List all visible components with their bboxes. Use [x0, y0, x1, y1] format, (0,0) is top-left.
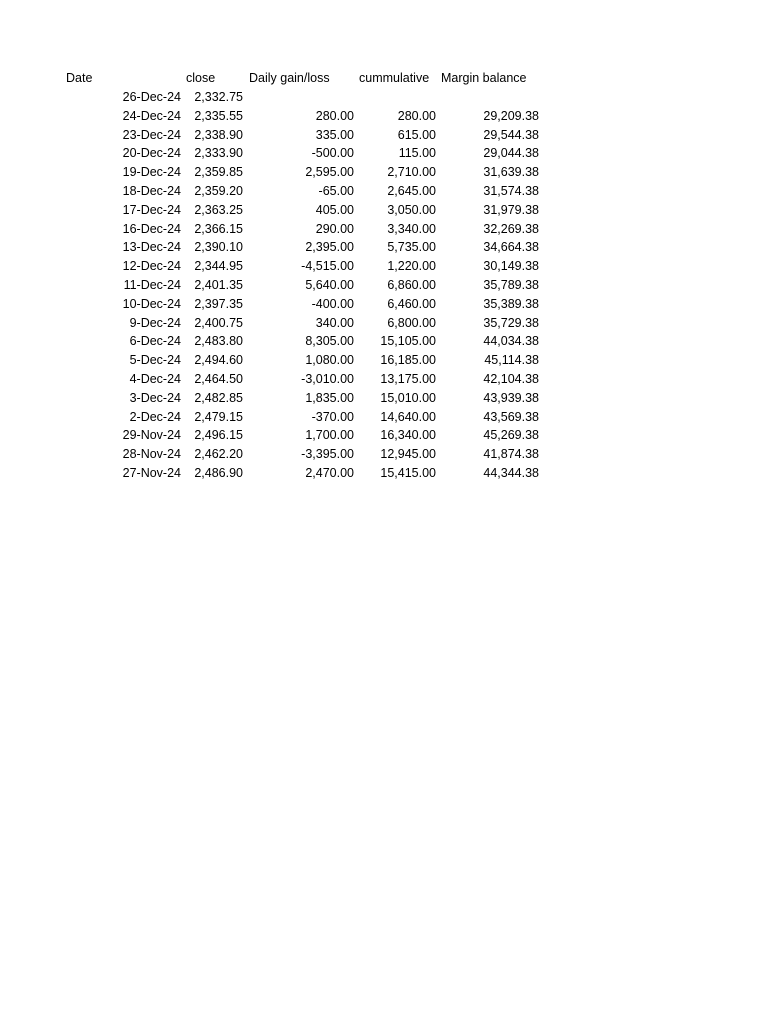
cell-margin-balance: 29,044.38	[483, 146, 539, 161]
cell-date: 6-Dec-24	[129, 334, 181, 349]
table-row	[0, 332, 768, 351]
cell-close: 2,464.50	[194, 372, 243, 386]
cell-daily-gain-loss: 1,700.00	[305, 428, 354, 443]
table-row	[0, 445, 768, 464]
cell-date: 18-Dec-24	[122, 184, 181, 198]
cell-close: 2,486.90	[194, 466, 243, 480]
cell-margin-balance: 44,344.38	[483, 466, 539, 480]
cell-cumulative: 16,340.00	[380, 428, 436, 443]
cell-date: 16-Dec-24	[122, 221, 181, 236]
table-row	[0, 276, 768, 295]
cell-margin-balance: 44,034.38	[483, 334, 539, 349]
cell-cumulative: 1,220.00	[387, 259, 436, 274]
cell-close: 2,496.15	[194, 428, 243, 443]
cell-close: 2,479.15	[194, 409, 243, 424]
cell-margin-balance: 31,979.38	[483, 202, 539, 217]
cell-close: 2,335.55	[194, 108, 243, 123]
cell-date: 13-Dec-24	[122, 240, 181, 255]
table-row	[0, 144, 768, 163]
cell-daily-gain-loss: -370.00	[311, 409, 354, 424]
cell-date: 28-Nov-24	[122, 447, 181, 462]
cell-cumulative: 15,415.00	[380, 466, 436, 480]
cell-daily-gain-loss: -400.00	[311, 296, 354, 311]
cell-close: 2,359.20	[194, 184, 243, 198]
cell-close: 2,482.85	[194, 390, 243, 405]
cell-close: 2,338.90	[194, 127, 243, 142]
cell-daily-gain-loss: 340.00	[315, 315, 354, 330]
table-row	[0, 314, 768, 333]
cell-daily-gain-loss: 1,080.00	[305, 353, 354, 368]
cell-margin-balance: 35,789.38	[483, 278, 539, 292]
cell-close: 2,397.35	[194, 296, 243, 311]
cell-margin-balance: 43,939.38	[483, 390, 539, 405]
table-row	[0, 351, 768, 370]
cell-close: 2,462.20	[194, 447, 243, 462]
header-cumulative: cummulative	[359, 71, 430, 85]
header-close: close	[186, 71, 216, 85]
cell-date: 24-Dec-24	[122, 108, 181, 123]
cell-daily-gain-loss: -3,010.00	[301, 372, 354, 386]
cell-cumulative: 16,185.00	[380, 353, 436, 368]
cell-cumulative: 12,945.00	[380, 447, 436, 462]
cell-close: 2,359.85	[194, 165, 243, 180]
cell-cumulative: 280.00	[397, 108, 436, 123]
header-margin-balance: Margin balance	[441, 71, 527, 85]
cell-cumulative: 6,800.00	[387, 315, 436, 330]
header-daily-gain-loss: Daily gain/loss	[249, 71, 330, 85]
cell-close: 2,390.10	[194, 240, 243, 255]
cell-close: 2,344.95	[194, 259, 243, 274]
cell-cumulative: 5,735.00	[387, 240, 436, 255]
cell-margin-balance: 31,574.38	[483, 184, 539, 198]
cell-close: 2,494.60	[194, 353, 243, 368]
cell-cumulative: 115.00	[398, 146, 436, 161]
cell-close: 2,400.75	[194, 315, 243, 330]
cell-daily-gain-loss: -500.00	[311, 146, 354, 161]
cell-daily-gain-loss: 2,395.00	[305, 240, 354, 255]
cell-cumulative: 15,010.00	[380, 390, 436, 405]
cell-daily-gain-loss: 1,835.00	[305, 390, 354, 405]
table-row	[0, 389, 768, 408]
cell-margin-balance: 29,209.38	[483, 108, 539, 123]
cell-close: 2,363.25	[194, 202, 243, 217]
cell-cumulative: 2,710.00	[387, 165, 436, 180]
cell-daily-gain-loss: 280.00	[315, 108, 354, 123]
cell-daily-gain-loss: -65.00	[318, 184, 354, 198]
cell-date: 9-Dec-24	[129, 315, 181, 330]
cell-date: 3-Dec-24	[129, 390, 181, 405]
cell-margin-balance: 45,269.38	[483, 428, 539, 443]
cell-cumulative: 2,645.00	[387, 184, 436, 198]
cell-margin-balance: 35,389.38	[483, 296, 539, 311]
cell-close: 2,366.15	[194, 221, 243, 236]
header-row	[0, 69, 768, 88]
table-row	[0, 201, 768, 220]
cell-margin-balance: 43,569.38	[483, 409, 539, 424]
cell-date: 23-Dec-24	[122, 127, 181, 142]
cell-daily-gain-loss: 335.00	[315, 127, 354, 142]
cell-daily-gain-loss: -3,395.00	[301, 447, 354, 462]
table-row	[0, 238, 768, 257]
cell-date: 29-Nov-24	[122, 428, 181, 443]
table-row	[0, 220, 768, 239]
cell-date: 26-Dec-24	[122, 90, 181, 104]
cell-cumulative: 6,860.00	[387, 278, 436, 292]
cell-daily-gain-loss: 405.00	[315, 202, 354, 217]
table-row	[0, 408, 768, 427]
cell-date: 20-Dec-24	[122, 146, 181, 161]
cell-date: 10-Dec-24	[122, 296, 181, 311]
cell-margin-balance: 35,729.38	[483, 315, 539, 330]
header-date: Date	[66, 71, 93, 85]
cell-close: 2,483.80	[194, 334, 243, 349]
table-row	[0, 370, 768, 389]
table-row	[0, 257, 768, 276]
cell-margin-balance: 30,149.38	[483, 259, 539, 274]
cell-close: 2,332.75	[194, 90, 243, 104]
table-row	[0, 107, 768, 126]
cell-cumulative: 3,050.00	[387, 202, 436, 217]
cell-cumulative: 14,640.00	[380, 409, 436, 424]
cell-date: 17-Dec-24	[122, 202, 181, 217]
cell-daily-gain-loss: 2,470.00	[305, 466, 354, 480]
cell-date: 4-Dec-24	[129, 372, 181, 386]
cell-daily-gain-loss: 290.00	[315, 221, 354, 236]
table-row	[0, 126, 768, 145]
cell-cumulative: 15,105.00	[380, 334, 436, 349]
cell-date: 2-Dec-24	[129, 409, 181, 424]
table-row	[0, 295, 768, 314]
cell-margin-balance: 29,544.38	[483, 127, 539, 142]
table-row	[0, 464, 768, 483]
cell-daily-gain-loss: 2,595.00	[305, 165, 354, 180]
cell-close: 2,333.90	[194, 146, 243, 161]
table-row	[0, 426, 768, 445]
cell-cumulative: 6,460.00	[387, 296, 436, 311]
cell-close: 2,401.35	[194, 278, 243, 292]
cell-margin-balance: 45,114.38	[484, 353, 539, 368]
table-row	[0, 182, 768, 201]
cell-date: 27-Nov-24	[122, 466, 181, 480]
cell-daily-gain-loss: 5,640.00	[305, 278, 354, 292]
cell-margin-balance: 31,639.38	[483, 165, 539, 180]
cell-margin-balance: 42,104.38	[483, 372, 539, 386]
cell-margin-balance: 41,874.38	[483, 447, 539, 462]
table-row	[0, 163, 768, 182]
cell-date: 5-Dec-24	[129, 353, 181, 368]
cell-cumulative: 615.00	[397, 127, 436, 142]
cell-daily-gain-loss: 8,305.00	[305, 334, 354, 349]
cell-date: 12-Dec-24	[122, 259, 181, 274]
cell-margin-balance: 32,269.38	[483, 221, 539, 236]
cell-cumulative: 3,340.00	[387, 221, 436, 236]
table-row	[0, 88, 768, 107]
cell-cumulative: 13,175.00	[380, 372, 436, 386]
cell-margin-balance: 34,664.38	[483, 240, 539, 255]
cell-date: 11-Dec-24	[123, 278, 181, 292]
cell-date: 19-Dec-24	[122, 165, 181, 180]
cell-daily-gain-loss: -4,515.00	[301, 259, 354, 274]
